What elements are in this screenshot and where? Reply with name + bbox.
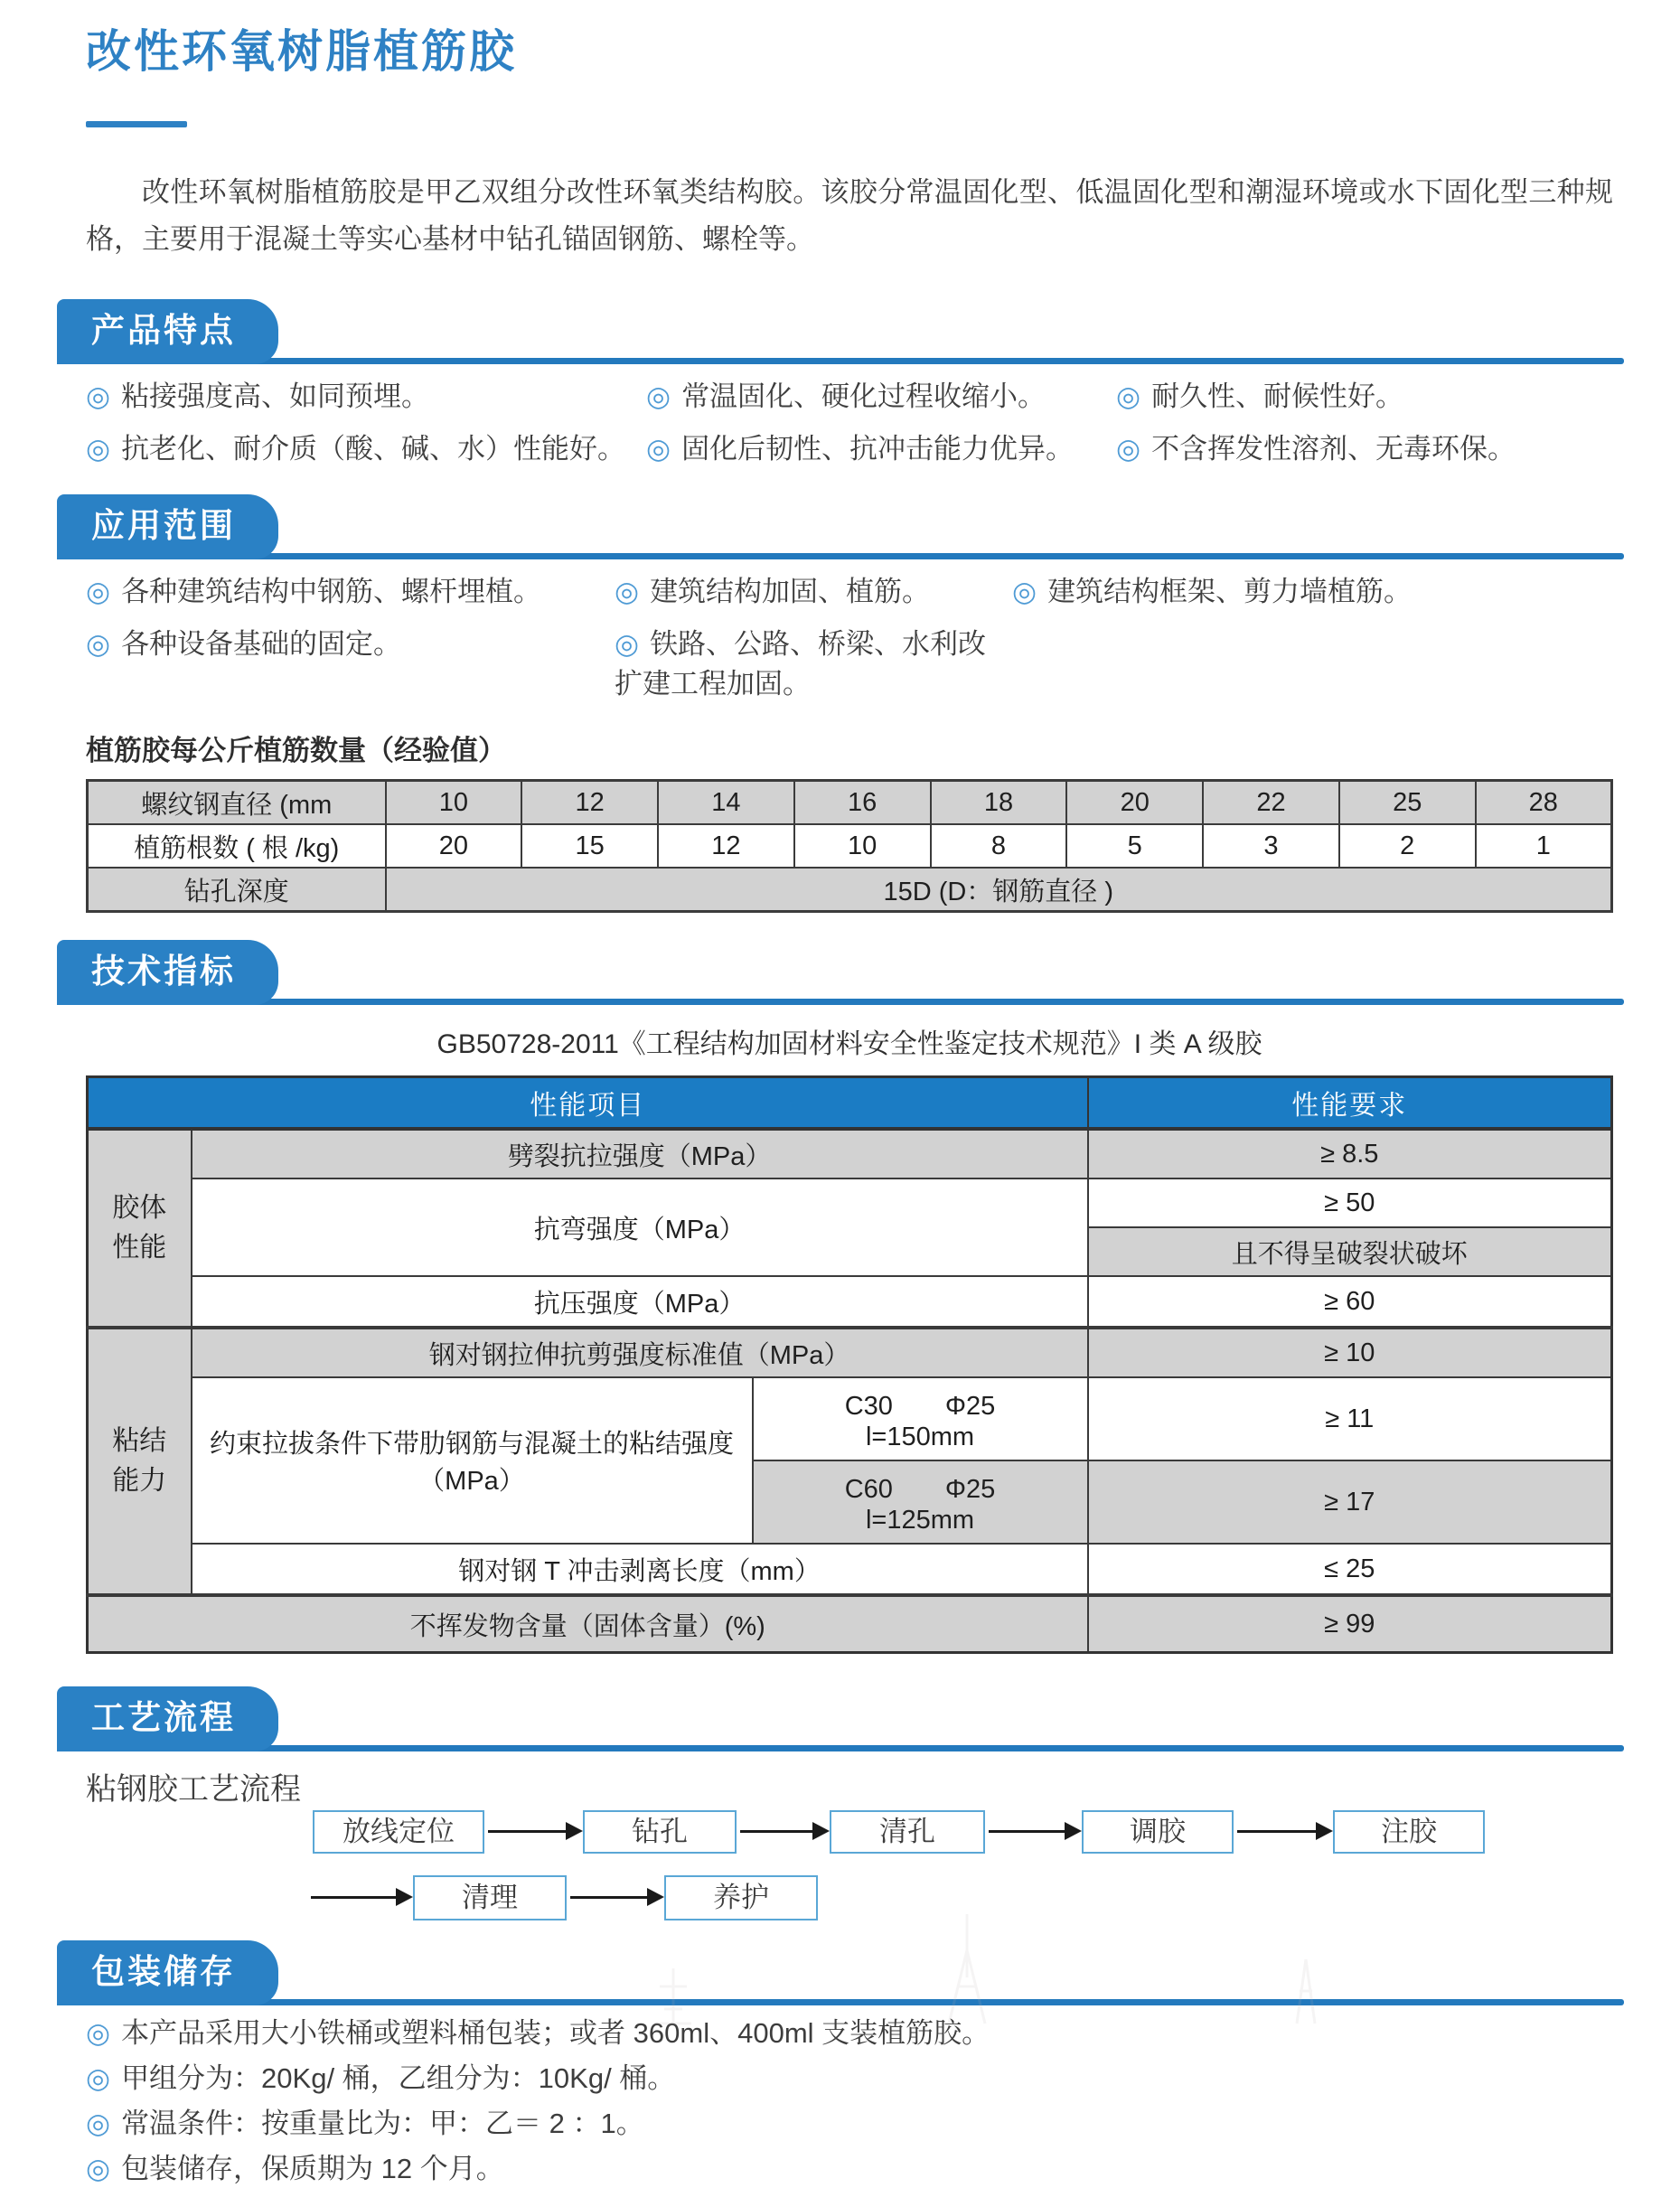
double-circle-bullet-icon: ◎ — [86, 2108, 111, 2139]
feature-item — [86, 377, 646, 417]
tech-standard-note: GB50728-2011《工程结构加固材料安全性鉴定技术规范》I 类 A 级胶 — [436, 1029, 1262, 1059]
section-header-applications — [57, 494, 1624, 559]
packaging-list — [86, 2014, 1613, 2188]
cell: 18 — [931, 781, 1067, 825]
section-rule — [57, 999, 1624, 1005]
flow-box: 养护 — [664, 1875, 818, 1920]
flow-arrow-icon — [570, 1896, 647, 1899]
intro-paragraph: 改性环氧树脂植筋胶是甲乙双组分改性环氧类结构胶。该胶分常温固化型、低温固化型和潮湿环境或水下固化型三种规格，主要用于混凝土等实心基材中钻孔锚固钢筋、螺栓等。 — [86, 176, 1613, 255]
table-header-row — [88, 1077, 1612, 1130]
table-row — [88, 824, 1612, 868]
double-circle-bullet-icon: ◎ — [86, 380, 111, 412]
application-item-label: 各种设备基础的固定。 — [121, 628, 402, 660]
flow-arrow-icon — [311, 1896, 396, 1899]
cell: 3 — [1203, 824, 1339, 868]
table-row — [88, 781, 1612, 825]
property-cell: 钢对钢拉伸抗剪强度标准值（MPa） — [192, 1328, 1088, 1377]
application-item-label: 建筑结构框架、剪力墙植筋。 — [1047, 576, 1413, 607]
section-rule — [57, 1745, 1624, 1751]
group-label-line: 性能 — [112, 1233, 167, 1263]
rebar-count-table — [86, 779, 1613, 913]
drill-depth-value: 15D (D：钢筋直径 ) — [386, 868, 1612, 912]
packaging-item — [86, 2105, 1613, 2143]
col-header-requirement: 性能要求 — [1088, 1077, 1612, 1130]
section-header-process — [57, 1686, 1624, 1751]
property-cell: 约束拉拔条件下带肋钢筋与混凝土的粘结强度（MPa） — [192, 1377, 753, 1544]
flow-box: 调胶 — [1082, 1810, 1234, 1854]
cell: 12 — [658, 824, 794, 868]
section-header-packaging — [57, 1940, 1624, 2005]
table-row — [88, 1595, 1612, 1653]
property-cell: 劈裂抗拉强度（MPa） — [192, 1129, 1088, 1179]
condition-line: C60 Φ25 — [844, 1475, 996, 1504]
flow-arrow-icon — [1237, 1830, 1316, 1833]
packaging-item — [86, 2014, 1613, 2052]
flow-arrow-icon — [488, 1830, 566, 1833]
rebar-table-caption: 植筋胶每公斤植筋数量（经验值） — [86, 735, 506, 766]
cell: 25 — [1339, 781, 1476, 825]
group-label-line: 能力 — [112, 1466, 167, 1496]
application-item — [86, 572, 615, 612]
double-circle-bullet-icon: ◎ — [1012, 576, 1037, 607]
application-item — [1012, 572, 1613, 612]
cell: 10 — [794, 824, 931, 868]
flow-box: 清孔 — [830, 1810, 985, 1854]
applications-list — [86, 572, 1613, 704]
features-list — [86, 377, 1613, 469]
packaging-item-label: 甲组分为：20Kg/ 桶，乙组分为：10Kg/ 桶。 — [121, 2062, 676, 2094]
application-item-label: 建筑结构加固、植筋。 — [650, 576, 931, 607]
double-circle-bullet-icon: ◎ — [86, 433, 111, 465]
double-circle-bullet-icon: ◎ — [1116, 380, 1141, 412]
packaging-item — [86, 2150, 1613, 2188]
feature-item-label: 固化后韧性、抗冲击能力优异。 — [681, 433, 1075, 465]
section-rule — [57, 1999, 1624, 2005]
application-item — [615, 572, 1012, 612]
title-underline-divider — [86, 121, 187, 127]
requirement-cell: ≥ 11 — [1088, 1377, 1612, 1460]
packaging-item-label: 常温条件：按重量比为：甲：乙＝ 2 ：1。 — [121, 2108, 644, 2139]
double-circle-bullet-icon: ◎ — [646, 433, 671, 465]
feature-item-label: 粘接强度高、如同预埋。 — [121, 380, 430, 412]
property-cell: 钢对钢 T 冲击剥离长度（mm） — [192, 1544, 1088, 1595]
feature-item-label: 常温固化、硬化过程收缩小。 — [681, 380, 1046, 412]
flow-box: 清理 — [413, 1875, 567, 1920]
cell: 5 — [1066, 824, 1203, 868]
application-item — [86, 624, 615, 704]
property-cell: 抗压强度（MPa） — [192, 1276, 1088, 1328]
group-label-line: 胶体 — [112, 1193, 167, 1223]
application-item-label: 铁路、公路、桥梁、水利改扩建工程加固。 — [615, 628, 987, 700]
feature-item — [646, 429, 1116, 469]
requirement-cell: ≥ 8.5 — [1088, 1129, 1612, 1179]
watermark-tower — [642, 1968, 705, 2024]
condition-line: C30 Φ25 — [844, 1392, 996, 1421]
feature-item — [86, 429, 646, 469]
process-flow-diagram — [86, 1810, 1613, 1928]
section-rule — [57, 358, 1624, 364]
section-header-features — [57, 299, 1624, 364]
feature-item — [646, 377, 1116, 417]
condition-line: l=125mm — [865, 1506, 975, 1535]
feature-item-label: 抗老化、耐介质（酸、碱、水）性能好。 — [121, 433, 626, 465]
feature-item-label: 耐久性、耐候性好。 — [1151, 380, 1404, 412]
flow-box: 钻孔 — [583, 1810, 737, 1854]
double-circle-bullet-icon: ◎ — [1116, 433, 1141, 465]
property-cell: 抗弯强度（MPa） — [192, 1179, 1088, 1276]
group-label-bond — [88, 1328, 192, 1595]
cell: 16 — [794, 781, 931, 825]
table-row — [88, 1276, 1612, 1328]
feature-item — [1116, 429, 1613, 469]
col-header-item: 性能项目 — [88, 1077, 1088, 1130]
double-circle-bullet-icon: ◎ — [86, 576, 111, 607]
table-row — [88, 1544, 1612, 1595]
table-row — [88, 1328, 1612, 1377]
cell: 28 — [1476, 781, 1612, 825]
table-row — [88, 1129, 1612, 1179]
double-circle-bullet-icon: ◎ — [615, 576, 640, 607]
group-label-adhesive — [88, 1129, 192, 1328]
feature-item — [1116, 377, 1613, 417]
double-circle-bullet-icon: ◎ — [646, 380, 671, 412]
row-label: 钻孔深度 — [88, 868, 386, 912]
section-tab-packaging: 包装储存 — [57, 1940, 278, 2005]
requirement-cell: ≥ 60 — [1088, 1276, 1612, 1328]
section-tab-process: 工艺流程 — [57, 1686, 278, 1751]
cell: 10 — [386, 781, 522, 825]
cell: 20 — [386, 824, 522, 868]
row-label: 植筋根数 ( 根 /kg) — [88, 824, 386, 868]
cell: 15 — [521, 824, 658, 868]
row-label: 螺纹钢直径 (mm — [88, 781, 386, 825]
double-circle-bullet-icon: ◎ — [86, 628, 111, 660]
flow-arrow-icon — [989, 1830, 1065, 1833]
feature-item-label: 不含挥发性溶剂、无毒环保。 — [1151, 433, 1516, 465]
datasheet-page — [0, 25, 1680, 2184]
application-item — [615, 624, 1012, 704]
cell: 8 — [931, 824, 1067, 868]
process-flow-label: 粘钢胶工艺流程 — [86, 1772, 301, 1807]
tech-indicators-table — [86, 1075, 1613, 1654]
flow-box: 放线定位 — [313, 1810, 484, 1854]
packaging-item-label: 本产品采用大小铁桶或塑料桶包装；或者 360ml、400ml 支装植筋胶。 — [121, 2017, 990, 2049]
requirement-cell: ≥ 17 — [1088, 1460, 1612, 1544]
requirement-cell: ≤ 25 — [1088, 1544, 1612, 1595]
page-title: 改性环氧树脂植筋胶 — [86, 26, 517, 77]
packaging-item — [86, 2060, 1613, 2098]
flow-box: 注胶 — [1333, 1810, 1485, 1854]
table-row — [88, 868, 1612, 912]
requirement-cell: ≥ 99 — [1088, 1595, 1612, 1653]
flow-arrow-icon — [740, 1830, 812, 1833]
cell: 22 — [1203, 781, 1339, 825]
double-circle-bullet-icon: ◎ — [86, 2062, 111, 2094]
section-tab-features: 产品特点 — [57, 299, 278, 364]
section-tab-tech: 技术指标 — [57, 940, 278, 1005]
double-circle-bullet-icon: ◎ — [86, 2017, 111, 2049]
cell: 20 — [1066, 781, 1203, 825]
watermark-tower — [931, 1914, 1003, 2024]
group-label-line: 粘结 — [112, 1426, 167, 1456]
cell: 2 — [1339, 824, 1476, 868]
condition-cell — [753, 1377, 1088, 1460]
cell: 14 — [658, 781, 794, 825]
condition-line: l=150mm — [865, 1423, 975, 1451]
section-tab-applications: 应用范围 — [57, 494, 278, 559]
section-header-tech — [57, 940, 1624, 1005]
watermark-tower — [1274, 1959, 1337, 2024]
cell: 1 — [1476, 824, 1612, 868]
double-circle-bullet-icon: ◎ — [615, 628, 640, 660]
requirement-cell: ≥ 10 — [1088, 1328, 1612, 1377]
condition-cell — [753, 1460, 1088, 1544]
double-circle-bullet-icon: ◎ — [86, 2153, 111, 2184]
packaging-item-label: 包装储存，保质期为 12 个月。 — [121, 2153, 504, 2184]
table-row — [88, 1377, 1612, 1460]
property-cell: 不挥发物含量（固体含量）(%) — [88, 1595, 1088, 1653]
application-item-label: 各种建筑结构中钢筋、螺杆埋植。 — [121, 576, 542, 607]
requirement-cell: ≥ 50 — [1088, 1179, 1612, 1227]
requirement-cell: 且不得呈破裂状破坏 — [1088, 1227, 1612, 1276]
section-rule — [57, 553, 1624, 559]
cell: 12 — [521, 781, 658, 825]
table-row — [88, 1179, 1612, 1227]
